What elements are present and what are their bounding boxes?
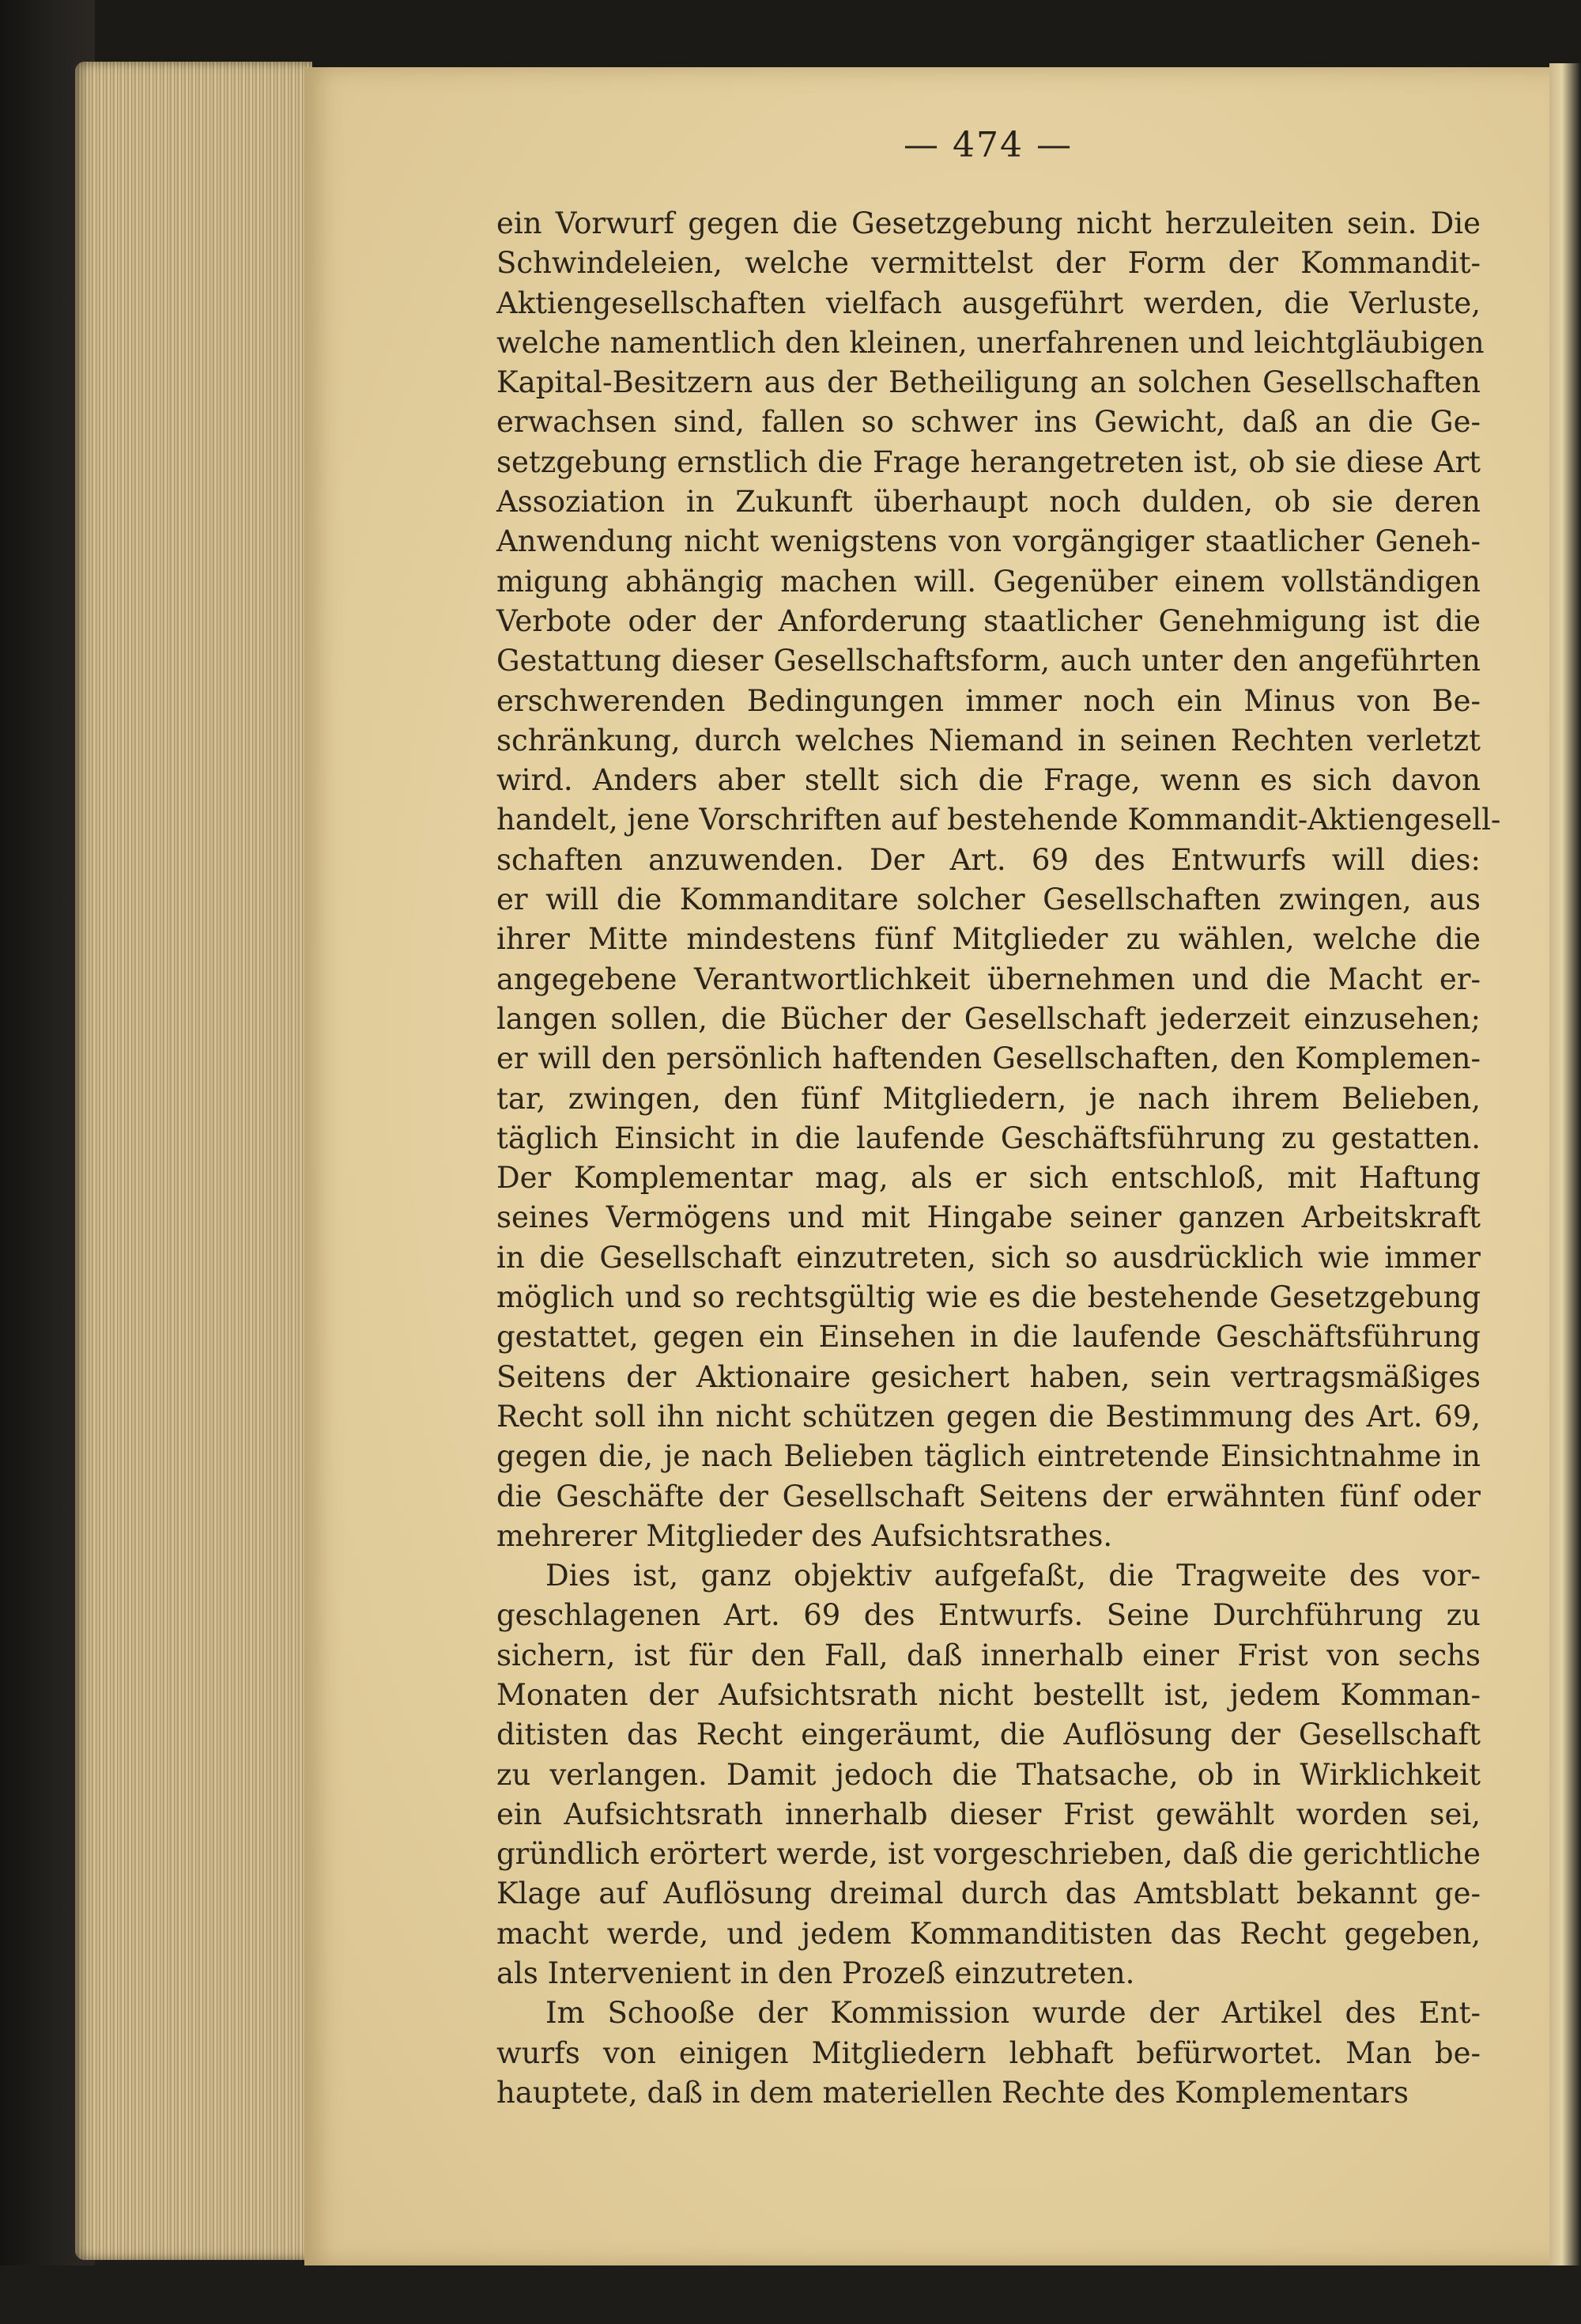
- text-line: wird. Anders aber stellt sich die Frage, wenn es sich davon: [496, 763, 1481, 798]
- text-line: zu verlangen. Damit jedoch die Thatsache, ob in Wirklichkeit: [496, 1757, 1481, 1792]
- text-line: Kapital-Besitzern aus der Betheiligung an solchen Gesellschaften: [496, 365, 1481, 400]
- text-line: Dies ist, ganz objektiv aufgefaßt, die Tragweite des vor-: [545, 1559, 1481, 1593]
- text-line: sichern, ist für den Fall, daß innerhalb einer Frist von sechs: [496, 1638, 1481, 1672]
- text-line: langen sollen, die Bücher der Gesellschaft jederzeit einzusehen;: [496, 1001, 1481, 1036]
- text-line: ihrer Mitte mindestens fünf Mitglieder zu wählen, welche die: [496, 922, 1481, 957]
- text-line: in die Gesellschaft einzutreten, sich so ausdrücklich wie immer: [496, 1240, 1481, 1275]
- text-line: welche namentlich den kleinen, unerfahrenen und leichtgläubigen: [496, 325, 1485, 360]
- text-line: schaften anzuwenden. Der Art. 69 des Entwurfs will dies:: [496, 842, 1481, 877]
- text-line: die Geschäfte der Gesellschaft Seitens der erwähnten fünf oder: [496, 1479, 1481, 1513]
- text-line: er will den persönlich haftenden Gesellschaften, den Komplemen-: [496, 1041, 1481, 1076]
- text-line: ein Aufsichtsrath innerhalb dieser Frist gewählt worden sei,: [496, 1797, 1481, 1831]
- text-line: Monaten der Aufsichtsrath nicht bestellt ist, jedem Komman-: [496, 1677, 1481, 1712]
- text-line: Verbote oder der Anforderung staatlicher Genehmigung ist die: [496, 603, 1481, 638]
- text-line: erschwerenden Bedingungen immer noch ein Minus von Be-: [496, 683, 1481, 718]
- text-line: möglich und so rechtsgültig wie es die bestehende Gesetzgebung: [496, 1280, 1481, 1315]
- text-line: seines Vermögens und mit Hingabe seiner ganzen Arbeitskraft: [496, 1200, 1481, 1235]
- text-line: handelt, jene Vorschriften auf bestehende Kommandit-Aktiengesell-: [496, 803, 1501, 837]
- text-line: erwachsen sind, fallen so schwer ins Gewicht, daß an die Ge-: [496, 405, 1481, 440]
- text-line: er will die Kommanditare solcher Gesellschaften zwingen, aus: [496, 882, 1481, 917]
- text-line: Seitens der Aktionaire gesichert haben, sein vertragsmäßiges: [496, 1359, 1481, 1394]
- stacked-page-edges: [75, 62, 312, 2260]
- text-line: Aktiengesellschaften vielfach ausgeführt werden, die Verluste,: [496, 285, 1481, 320]
- text-line: Gestattung dieser Gesellschaftsform, auch unter den angeführten: [496, 644, 1481, 678]
- text-line: Der Komplementar mag, als er sich entschloß, mit Haftung: [496, 1161, 1481, 1196]
- text-line: Anwendung nicht wenigstens von vorgängiger staatlicher Geneh-: [496, 524, 1481, 559]
- text-line: mehrerer Mitglieder des Aufsichtsrathes.: [496, 1518, 1113, 1553]
- text-line: Recht soll ihn nicht schützen gegen die Bestimmung des Art. 69,: [496, 1399, 1481, 1434]
- text-line: gründlich erörtert werde, ist vorgeschrieben, daß die gerichtliche: [496, 1837, 1481, 1872]
- body-text: [496, 204, 1501, 2113]
- text-line: ditisten das Recht eingeräumt, die Auflösung der Gesellschaft: [496, 1717, 1481, 1752]
- text-line: Im Schooße der Kommission wurde der Artikel des Ent-: [545, 1996, 1481, 2031]
- text-line: gestattet, gegen ein Einsehen in die laufende Geschäftsführung: [496, 1320, 1481, 1355]
- text-line: Assoziation in Zukunft überhaupt noch dulden, ob sie deren: [496, 485, 1481, 520]
- text-line: macht werde, und jedem Kommanditisten das Recht gegeben,: [496, 1916, 1481, 1951]
- text-line: schränkung, durch welches Niemand in seinen Rechten verletzt: [496, 723, 1481, 758]
- text-line: geschlagenen Art. 69 des Entwurfs. Seine Durchführung zu: [496, 1598, 1481, 1633]
- text-line: Schwindeleien, welche vermittelst der Form der Kommandit-: [496, 246, 1481, 281]
- text-line: als Intervenient in den Prozeß einzutreten.: [496, 1956, 1135, 1991]
- scan-background-bottom: [0, 2265, 1581, 2324]
- text-line: migung abhängig machen will. Gegenüber einem vollständigen: [496, 564, 1481, 599]
- scan-background-top: [0, 0, 1581, 71]
- text-line: täglich Einsicht in die laufende Geschäftsführung zu gestatten.: [496, 1120, 1481, 1155]
- text-line: wurfs von einigen Mitgliedern lebhaft befürwortet. Man be-: [496, 2035, 1481, 2070]
- text-line: angegebene Verantwortlichkeit übernehmen und die Macht er-: [496, 962, 1481, 996]
- text-line: hauptete, daß in dem materiellen Rechte des Komplementars: [496, 2075, 1409, 2110]
- text-line: gegen die, je nach Belieben täglich eintretende Einsichtnahme in: [496, 1439, 1481, 1474]
- page-number: — 474 —: [904, 125, 1073, 165]
- text-line: Klage auf Auflösung dreimal durch das Amtsblatt bekannt ge-: [496, 1876, 1481, 1911]
- next-page-edge: [1549, 63, 1581, 2277]
- text-line: tar, zwingen, den fünf Mitgliedern, je nach ihrem Belieben,: [496, 1081, 1481, 1116]
- text-line: setzgebung ernstlich die Frage herangetreten ist, ob sie diese Art: [496, 444, 1481, 479]
- text-line: ein Vorwurf gegen die Gesetzgebung nicht herzuleiten sein. Die: [496, 206, 1481, 240]
